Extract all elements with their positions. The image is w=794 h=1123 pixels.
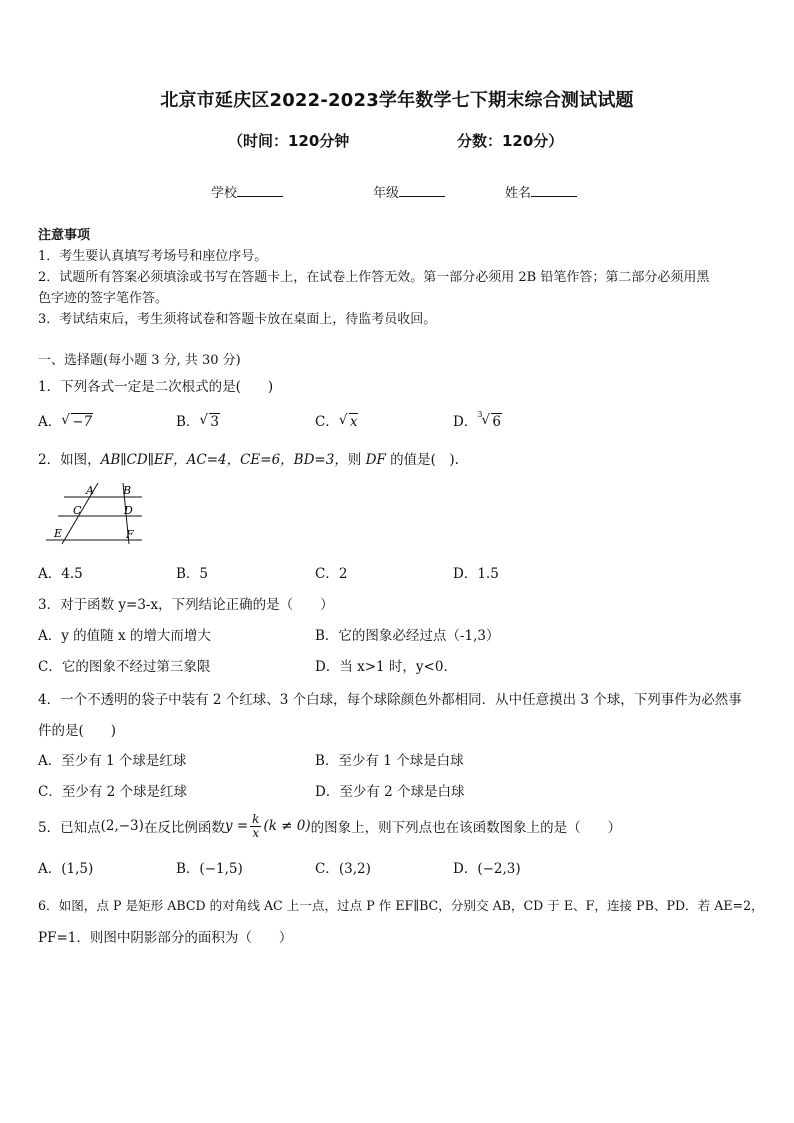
label-c: C bbox=[73, 504, 82, 517]
q1-option-c[interactable]: C． √ x bbox=[315, 412, 358, 430]
name-label: 姓名 bbox=[505, 186, 532, 201]
q2-option-d[interactable]: D．1.5 bbox=[453, 566, 499, 582]
q4-option-b[interactable]: B．至少有 1 个球是白球 bbox=[315, 753, 464, 769]
name-field bbox=[505, 182, 577, 201]
q6-stem-line2: PF=1．则图中阴影部分的面积为（ ） bbox=[38, 930, 293, 946]
q1-option-d[interactable]: D． 3 √ 6 bbox=[453, 410, 501, 430]
q4-option-a[interactable]: A．至少有 1 个球是红球 bbox=[38, 753, 187, 769]
q4-option-c[interactable]: C．至少有 2 个球是红球 bbox=[38, 784, 188, 800]
label-b: B bbox=[123, 484, 132, 497]
exam-time: （时间：120分钟 bbox=[228, 132, 350, 150]
q4-option-d[interactable]: D．至少有 2 个球是白球 bbox=[315, 784, 465, 800]
q5-option-b[interactable]: B．(−1,5) bbox=[176, 861, 243, 877]
notice-item: 1．考生要认真填写考场号和座位序号。 bbox=[38, 249, 268, 264]
grade-field bbox=[373, 182, 445, 201]
q1-option-b[interactable]: B． √ 3 bbox=[176, 412, 220, 430]
grade-label: 年级 bbox=[373, 186, 400, 201]
q2-option-a[interactable]: A．4.5 bbox=[38, 566, 83, 582]
q3-stem: 3．对于函数 y=3-x，下列结论正确的是（ ） bbox=[38, 597, 334, 613]
label-a: A bbox=[86, 484, 94, 497]
q3-option-a[interactable]: A．y 的值随 x 的增大而增大 bbox=[38, 628, 211, 644]
school-blank[interactable] bbox=[237, 185, 283, 197]
q5-stem: 5．已知点 (2,−3) 在反比例函数 y = $\frac{k}{x}$ (k ≠ 0) 的图象上，则下列点也在该函数图象上的是（ ） bbox=[38, 811, 622, 840]
school-field bbox=[211, 182, 283, 201]
notice-item: 色字迹的签字笔作答。 bbox=[38, 291, 169, 306]
label-f: F bbox=[126, 528, 134, 541]
notice-heading: 注意事项 bbox=[38, 228, 91, 243]
q3-option-d[interactable]: D．当 x>1 时，y<0. bbox=[315, 659, 448, 675]
q4-stem-line2: 件的是( ) bbox=[38, 723, 117, 739]
q6-stem-line1: 6．如图，点 P 是矩形 ABCD 的对角线 AC 上一点，过点 P 作 EF∥BC，分别交 AB，CD 于 E、F，连接 PB、PD．若 AE=2， bbox=[38, 898, 764, 913]
q4-stem-line1: 4．一个不透明的袋子中装有 2 个红球、3 个白球，每个球除颜色外都相同．从中任意摸出 3 个球，下列事件为必然事 bbox=[38, 692, 742, 708]
q5-option-d[interactable]: D．(−2,3) bbox=[453, 861, 521, 877]
school-label: 学校 bbox=[211, 186, 238, 201]
q3-option-b[interactable]: B．它的图象必经过点（-1,3） bbox=[315, 628, 500, 644]
exam-score: 分数：120分） bbox=[457, 132, 564, 150]
grade-blank[interactable] bbox=[399, 185, 445, 197]
label-e: E bbox=[54, 527, 63, 540]
q3-option-c[interactable]: C．它的图象不经过第三象限 bbox=[38, 659, 211, 675]
q2-option-c[interactable]: C．2 bbox=[315, 566, 348, 582]
name-blank[interactable] bbox=[531, 185, 577, 197]
section-heading: 一、选择题(每小题 3 分, 共 30 分) bbox=[38, 353, 241, 368]
q5-option-a[interactable]: A．(1,5) bbox=[38, 861, 94, 877]
parallel-lines-figure bbox=[40, 478, 150, 548]
label-d: D bbox=[124, 504, 133, 517]
q2-stem: 2．如图，AB∥CD∥EF，AC=4，CE=6，BD=3，则 DF 的值是( ). bbox=[38, 452, 459, 468]
q1-option-a[interactable]: A． √ −7 bbox=[38, 412, 93, 430]
q2-option-b[interactable]: B．5 bbox=[176, 566, 209, 582]
q1-stem: 1．下列各式一定是二次根式的是( ) bbox=[38, 379, 274, 395]
notice-item: 3．考试结束后，考生须将试卷和答题卡放在桌面上，待监考员收回。 bbox=[38, 312, 437, 327]
notice-item: 2．试题所有答案必须填涂或书写在答题卡上，在试卷上作答无效。第一部分必须用 2B 铅笔作答；第二部分必须用黑 bbox=[38, 270, 710, 285]
exam-title: 北京市延庆区2022-2023学年数学七下期末综合测试试题 bbox=[160, 90, 634, 111]
q5-option-c[interactable]: C．(3,2) bbox=[315, 861, 371, 877]
